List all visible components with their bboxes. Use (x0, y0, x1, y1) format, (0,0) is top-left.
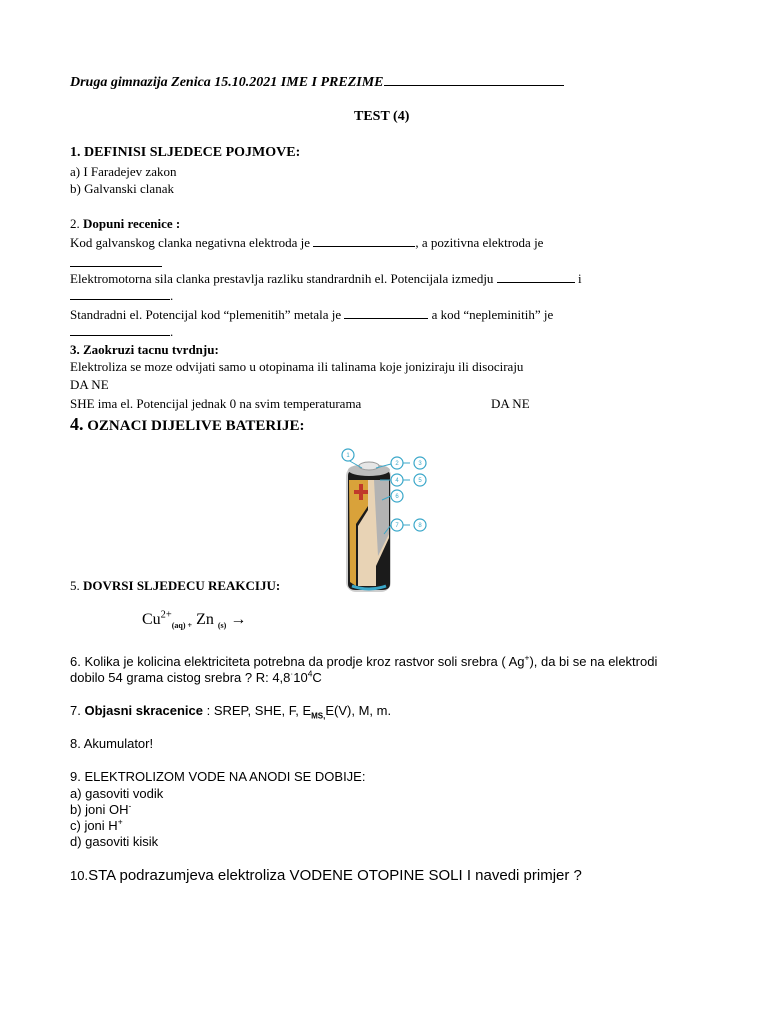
q5-heading (70, 578, 280, 594)
q1-heading: 1. DEFINISI SLJEDECE POJMOVE: (70, 145, 301, 160)
test-title: TEST (4) (354, 109, 410, 124)
callout-label: 8 (418, 523, 422, 529)
reactant-cu: Cu (142, 611, 161, 628)
q2-sentence-3-end: a kod “nepleminitih” je (428, 307, 554, 322)
callout-label: 4 (395, 478, 399, 484)
q6-line-1: 6. Kolika je kolicina elektriciteta potrebna da prodje kroz rastvor soli srebra ( Ag+), da bi se na elektrodi (70, 652, 658, 669)
battery-diagram (336, 446, 436, 594)
blank-field[interactable] (70, 289, 170, 300)
callout-label: 5 (418, 478, 422, 484)
state-aq: (aq) + (171, 621, 193, 631)
q4-number: 4. (70, 414, 84, 434)
q4-title: OZNACI DIJELIVE BATERIJE: (83, 418, 305, 434)
q2-blank-line (70, 288, 173, 304)
callout-label: 1 (346, 453, 350, 459)
school-and-date: Druga gimnazija Zenica 15.10.2021 (70, 75, 278, 90)
q3-statement-1: Elektroliza se moze odvijati samo u otopinama ili talinama koje joniziraju ili disociraju (70, 359, 524, 374)
q3-statement-2: SHE ima el. Potencijal jednak 0 na svim temperaturama (70, 396, 362, 411)
q9-heading: 9. ELEKTROLIZOM VODE NA ANODI SE DOBIJE: (70, 769, 366, 784)
callout-label: 7 (395, 523, 399, 529)
reaction-equation (142, 611, 246, 629)
charge-superscript: 2+ (160, 609, 172, 621)
q2-sentence-1-end: , a pozitivna elektroda je (415, 235, 544, 250)
reactant-zn: Zn (192, 611, 218, 628)
q3-answer-1[interactable]: DA NE (70, 377, 109, 392)
q10-number: 10. (70, 868, 89, 883)
q4-heading (70, 414, 305, 435)
period: . (170, 324, 174, 339)
q2-title: Dopuni recenice : (83, 216, 181, 231)
callout-label: 2 (395, 461, 399, 467)
blank-field[interactable] (344, 308, 428, 319)
q10-line (70, 867, 582, 884)
blank-field[interactable] (70, 325, 170, 336)
q3-answer-2[interactable]: DA NE (491, 396, 530, 411)
q1-item: a) I Faradejev zakon (70, 164, 177, 179)
callout-label: 6 (395, 494, 399, 500)
q2-sentence-1-start: Kod galvanskog clanka negativna elektroda je (70, 235, 314, 250)
q9-option-a[interactable]: a) gasoviti vodik (70, 786, 164, 801)
q9-option-d[interactable]: d) gasoviti kisik (70, 834, 159, 849)
q5-number: 5. (70, 578, 83, 593)
q6-line-2: dobilo 54 grama cistog srebra ? R: $4,8^\cdot 10^4C$ (70, 668, 322, 685)
q2-sentence-2 (70, 271, 582, 287)
callout-label: 3 (418, 461, 422, 467)
q8-line: 8. Akumulator! (70, 736, 154, 751)
q2-blank-line (70, 324, 173, 340)
q2-sentence-1 (70, 235, 543, 251)
q9-option-c[interactable]: c) joni H+ (70, 816, 123, 833)
q2-sentence-3-start: Standradni el. Potencijal kod “plemenitih” metala je (70, 307, 345, 322)
q2-number: 2. (70, 216, 83, 231)
q7-line: 7. Objasni skracenice : SREP, SHE, F, $E_{MS,}E(V)$, M, m. (70, 703, 392, 721)
q10-text: STA podrazumjeva elektroliza VODENE OTOPINE SOLI I navedi primjer ? (88, 867, 582, 884)
state-s: (s) (217, 621, 227, 631)
q9-option-b[interactable]: b) joni OH- (70, 800, 132, 817)
q3-heading: 3. Zaokruzi tacnu tvrdnju: (70, 342, 219, 357)
blank-field[interactable] (70, 254, 162, 272)
q1-item: b) Galvanski clanak (70, 181, 174, 196)
name-label: IME I PREZIME (277, 75, 384, 90)
blank-field[interactable] (497, 272, 575, 283)
positive-terminal (359, 462, 379, 470)
q2-sentence-3 (70, 307, 553, 323)
reaction-arrow: → (226, 611, 247, 628)
q2-sentence-2-start: Elektromotorna sila clanka prestavlja razliku standrardnih el. Potencijala izmedju (70, 271, 497, 286)
document-header (70, 75, 564, 91)
q2-sentence-2-end: i (574, 271, 582, 286)
q5-title: DOVRSI SLJEDECU REAKCIJU: (83, 578, 281, 593)
q2-heading (70, 216, 180, 232)
blank-field[interactable] (313, 236, 415, 247)
q7-title: Objasni skracenice (84, 703, 203, 718)
name-blank (384, 75, 564, 86)
period: . (170, 288, 174, 303)
q7-number: 7. (70, 703, 85, 718)
